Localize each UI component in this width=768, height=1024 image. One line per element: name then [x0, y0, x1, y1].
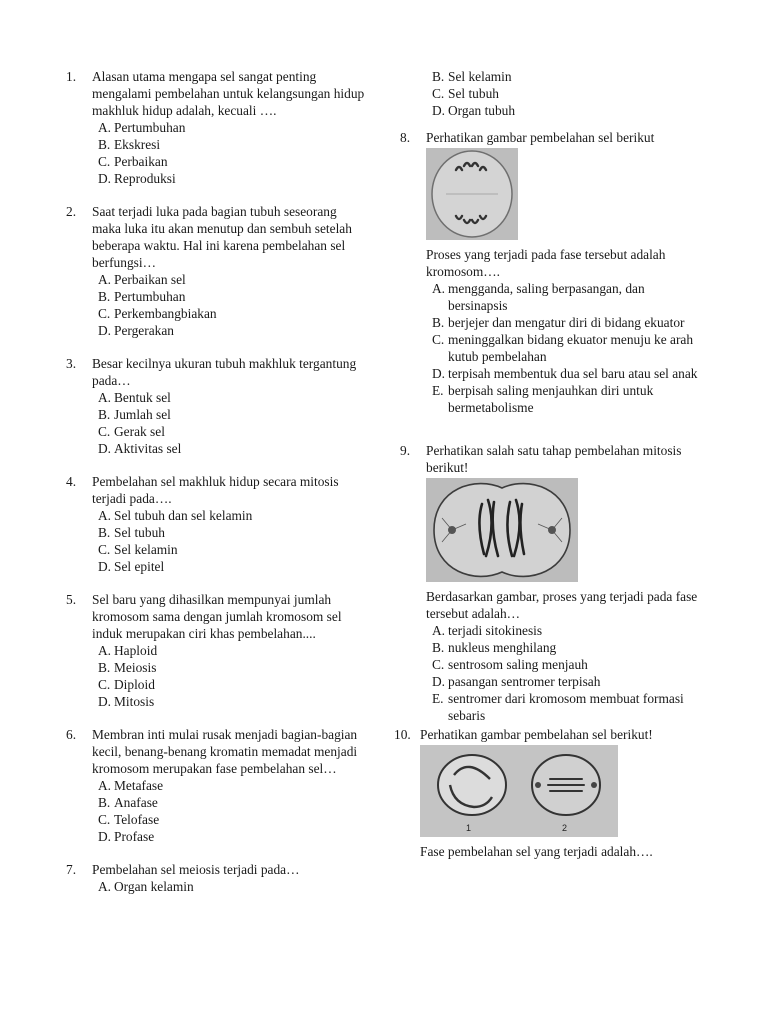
question-1	[66, 68, 366, 187]
option-a: A. mengganda, saling berpasangan, dan bersinapsis	[432, 281, 645, 313]
option-c: C. Diploid	[98, 677, 155, 692]
option-b: B. Anafase	[98, 795, 158, 810]
option-list	[426, 622, 700, 724]
option-c: C. meninggalkan bidang ekuator menuju ke arah kutub pembelahan	[432, 332, 694, 364]
option-d: D. Aktivitas sel	[98, 441, 182, 456]
question-stem: Perhatikan salah satu tahap pembelahan mitosis berikut!	[426, 443, 682, 475]
question-number: 10.	[394, 727, 411, 742]
mitosis-stage-figure	[426, 478, 578, 582]
question-number: 8.	[400, 130, 411, 145]
question-3	[66, 355, 366, 457]
option-c: C. Perkembangbiakan	[98, 306, 217, 321]
option-b: B. berjejer dan mengatur diri di bidang ekuator	[432, 315, 685, 330]
option-d: D. Profase	[98, 829, 155, 844]
option-list	[92, 271, 366, 339]
option-c: C. sentrosom saling menjauh	[432, 657, 588, 672]
option-a: A. terjadi sitokinesis	[432, 623, 543, 638]
option-b: B. Meiosis	[98, 660, 157, 675]
question-number: 5.	[66, 592, 77, 607]
option-a: A. Perbaikan sel	[98, 272, 186, 287]
option-a: A. Pertumbuhan	[98, 120, 186, 135]
option-a: A. Haploid	[98, 643, 158, 658]
option-b: B. nukleus menghilang	[432, 640, 557, 655]
option-c: C. Telofase	[98, 812, 160, 827]
question-number: 7.	[66, 862, 77, 877]
option-a: A. Sel tubuh dan sel kelamin	[98, 508, 253, 523]
option-b: B. Ekskresi	[98, 137, 161, 152]
question-number: 6.	[66, 727, 77, 742]
figure-label-2: 2	[562, 823, 568, 833]
option-d: D. Organ tubuh	[432, 103, 516, 118]
question-followup: Proses yang terjadi pada fase tersebut adalah kromosom….	[426, 247, 666, 279]
question-stem: Perhatikan gambar pembelahan sel berikut	[426, 130, 655, 145]
option-list	[92, 389, 366, 457]
option-d: D. Reproduksi	[98, 171, 176, 186]
question-8	[400, 129, 700, 416]
left-column	[66, 68, 366, 911]
question-number: 3.	[66, 356, 77, 371]
option-b: B. Jumlah sel	[98, 407, 171, 422]
option-a: A. Organ kelamin	[98, 879, 194, 894]
question-2	[66, 203, 366, 339]
option-list	[426, 280, 700, 416]
question-10	[394, 726, 700, 860]
question-6	[66, 726, 366, 845]
question-stem: Pembelahan sel makhluk hidup secara mitosis terjadi pada….	[92, 474, 339, 506]
question-stem: Alasan utama mengapa sel sangat penting mengalami pembelahan untuk kelangsungan hidup makhluk hidup adalah, kecuali ….	[92, 69, 365, 118]
question-9	[400, 442, 700, 724]
question-stem: Pembelahan sel meiosis terjadi pada…	[92, 862, 300, 877]
option-d: D. terpisah membentuk dua sel baru atau sel anak	[432, 366, 698, 381]
option-a: A. Metafase	[98, 778, 164, 793]
question-number: 1.	[66, 69, 77, 84]
question-7-continued	[400, 68, 700, 119]
option-b: B. Sel tubuh	[98, 525, 165, 540]
option-c: C. Sel tubuh	[432, 86, 499, 101]
question-stem: Sel baru yang dihasilkan mempunyai jumlah kromosom sama dengan jumlah kromosom sel induk merupakan ciri khas pembelahan....	[92, 592, 342, 641]
question-stem: Besar kecilnya ukuran tubuh makhluk tergantung pada…	[92, 356, 357, 388]
option-b: B. Sel kelamin	[432, 69, 512, 84]
option-e: E. sentromer dari kromosom membuat formasi sebaris	[432, 691, 684, 723]
option-d: D. Mitosis	[98, 694, 155, 709]
question-followup: Berdasarkan gambar, proses yang terjadi pada fase tersebut adalah…	[426, 589, 698, 621]
option-c: C. Gerak sel	[98, 424, 165, 439]
option-list	[426, 68, 700, 119]
question-5	[66, 591, 366, 710]
option-d: D. Sel epitel	[98, 559, 165, 574]
anaphase-cell-figure	[426, 148, 518, 240]
option-c: C. Sel kelamin	[98, 542, 178, 557]
question-4	[66, 473, 366, 575]
option-list	[92, 878, 366, 895]
question-7	[66, 861, 366, 895]
option-list	[92, 119, 366, 187]
question-stem: Membran inti mulai rusak menjadi bagian-bagian kecil, benang-benang kromatin memadat menjadi kromosom merupakan fase pembelahan sel…	[92, 727, 358, 776]
option-d: D. pasangan sentromer terpisah	[432, 674, 601, 689]
question-stem: Perhatikan gambar pembelahan sel berikut!	[420, 727, 653, 742]
option-b: B. Pertumbuhan	[98, 289, 186, 304]
option-a: A. Bentuk sel	[98, 390, 171, 405]
question-number: 9.	[400, 443, 411, 458]
option-c: C. Perbaikan	[98, 154, 168, 169]
option-d: D. Pergerakan	[98, 323, 174, 338]
figure-label-1: 1	[466, 823, 472, 833]
question-stem: Saat terjadi luka pada bagian tubuh seseorang maka luka itu akan menutup dan sembuh setelah beberapa waktu. Hal ini karena pembelahan sel berfungsi…	[92, 204, 352, 270]
question-number: 4.	[66, 474, 77, 489]
option-list	[92, 507, 366, 575]
question-number: 2.	[66, 204, 77, 219]
option-list	[92, 642, 366, 710]
option-list	[92, 777, 366, 845]
right-column	[394, 68, 700, 876]
option-e: E. berpisah saling menjauhkan diri untuk bermetabolisme	[432, 383, 654, 415]
question-followup: Fase pembelahan sel yang terjadi adalah….	[420, 844, 653, 859]
cell-division-figure	[420, 745, 618, 837]
